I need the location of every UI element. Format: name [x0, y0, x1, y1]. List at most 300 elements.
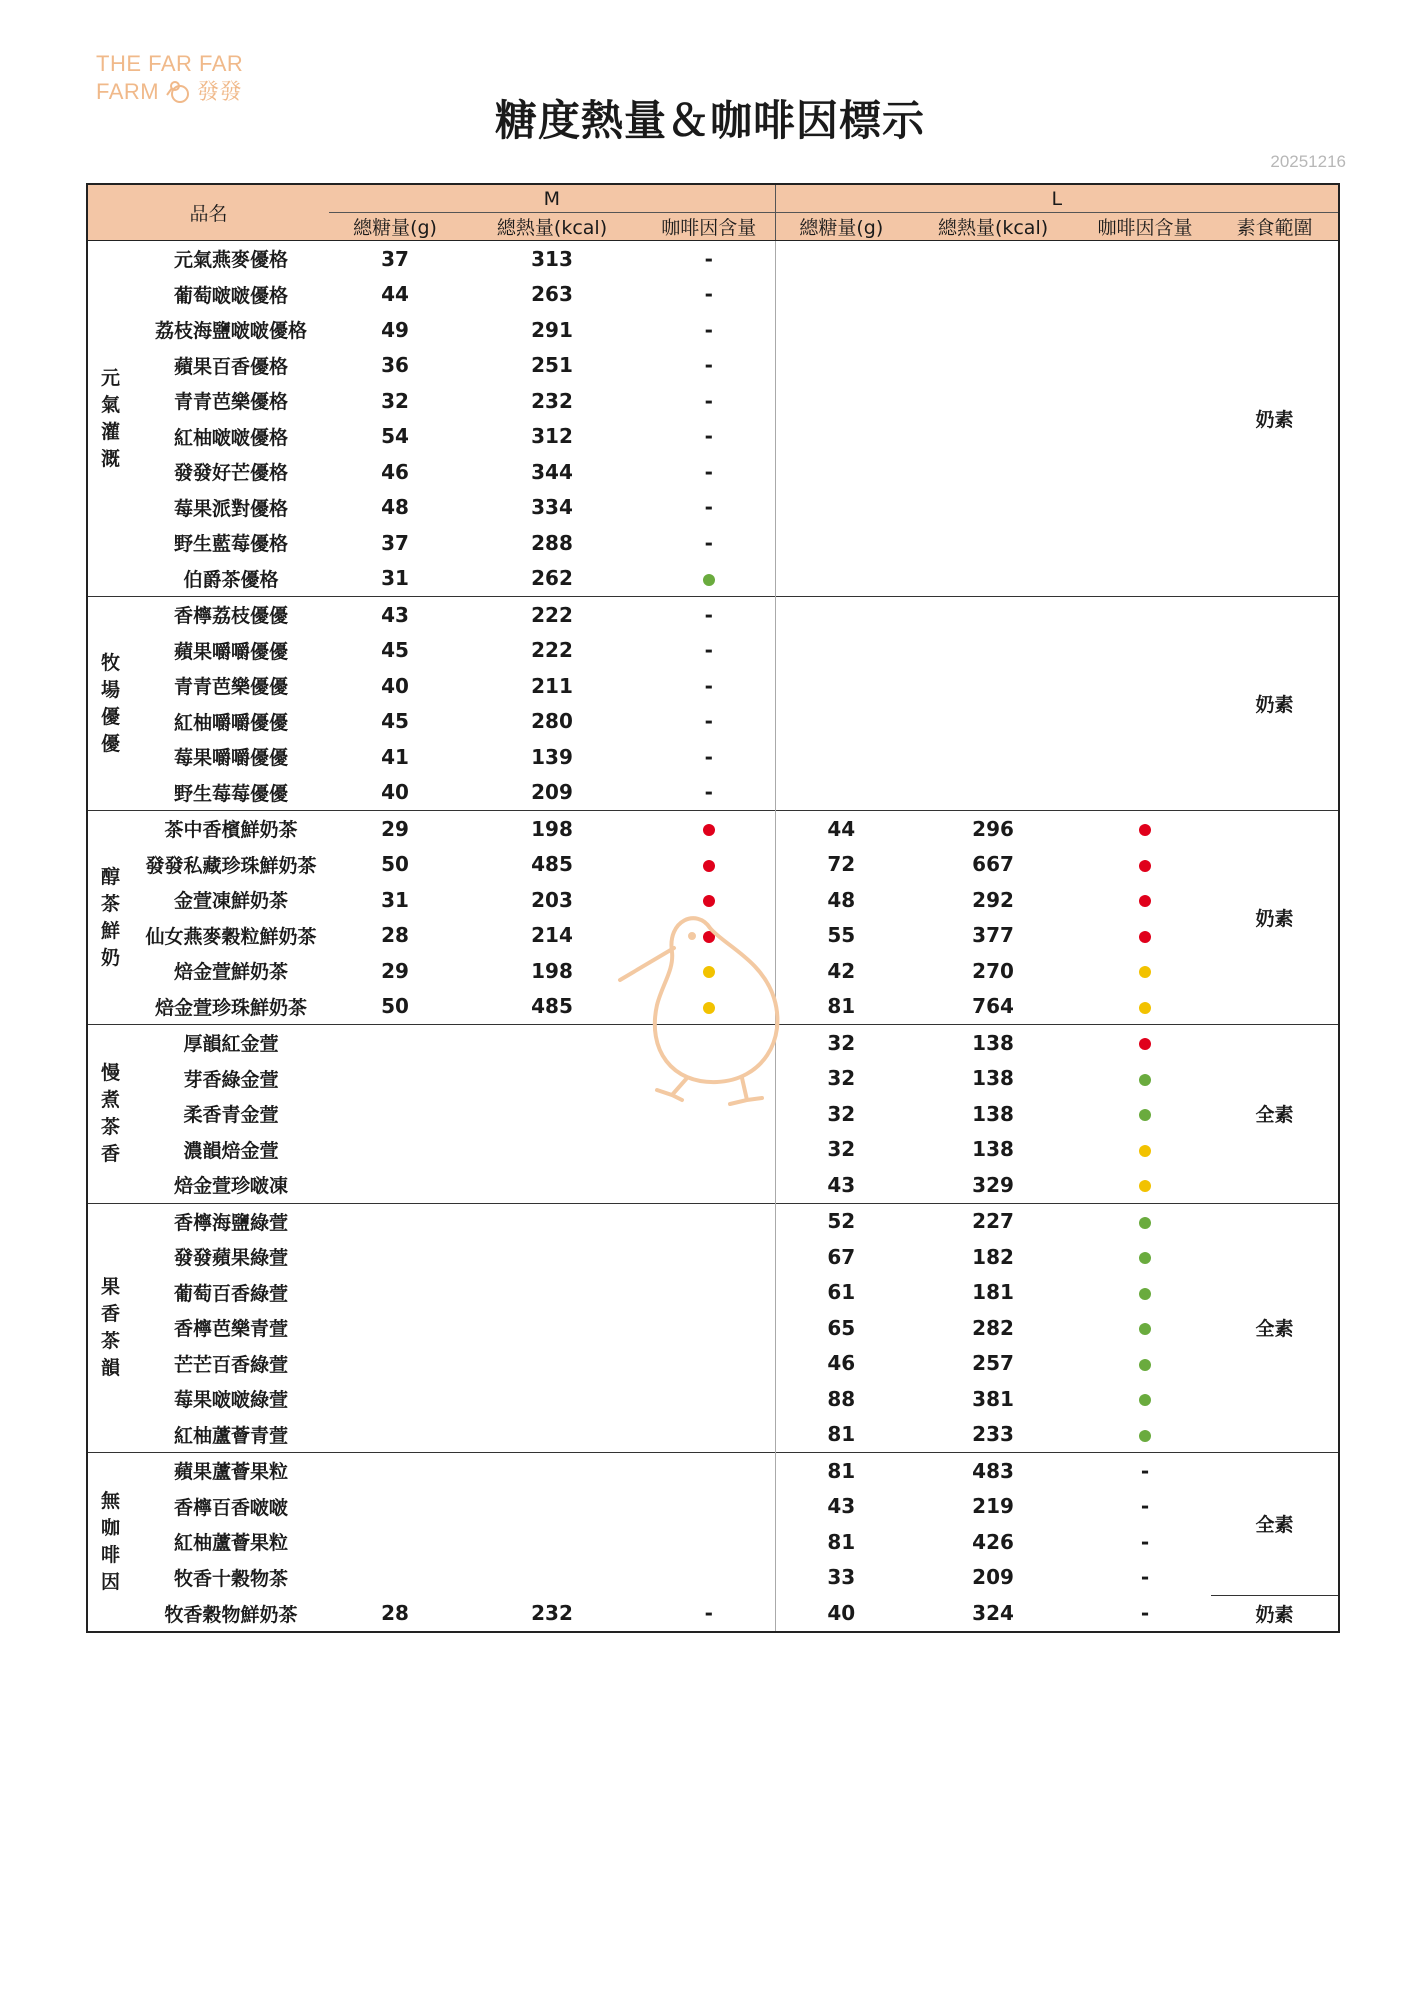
table-row [87, 1167, 1339, 1203]
l-kcal-cell [907, 490, 1079, 526]
l-sugar-cell [775, 561, 907, 597]
l-kcal-cell: 138 [972, 1101, 1014, 1126]
header-m-kcal: 總熱量(kcal) [461, 213, 643, 241]
m-sugar-cell: 36 [381, 353, 409, 378]
m-sugar-cell: 50 [381, 852, 409, 877]
veg-range: 全素 [1211, 1203, 1339, 1453]
l-sugar-cell [775, 348, 907, 384]
l-sugar-cell: 42 [827, 958, 856, 983]
m-caffeine-cell [643, 1524, 775, 1560]
m-caffeine-cell [643, 1239, 775, 1275]
l-caffeine-cell [1079, 383, 1211, 419]
m-kcal-cell: 198 [461, 811, 643, 847]
table-row [87, 633, 1339, 669]
product-name: 柔香青金萱 [183, 1104, 279, 1127]
m-sugar-cell [329, 1025, 461, 1061]
caffeine-none-dash: - [704, 353, 713, 378]
m-kcal-cell: 209 [531, 780, 573, 805]
l-caffeine-cell [1079, 668, 1211, 704]
l-kcal-cell: 381 [972, 1386, 1014, 1411]
l-sugar-cell: 40 [827, 1601, 856, 1625]
l-sugar-cell [775, 633, 907, 669]
product-name: 香檸海鹽綠萱 [133, 1203, 329, 1239]
m-caffeine-cell [643, 383, 775, 419]
m-sugar-cell: 45 [381, 709, 409, 734]
m-kcal-cell: 485 [531, 994, 573, 1019]
m-caffeine-cell [643, 454, 775, 490]
category-label: 慢 煮 茶 香 [87, 1025, 133, 1204]
m-sugar-cell: 45 [381, 638, 409, 663]
header-m-caffeine: 咖啡因含量 [643, 213, 775, 241]
kiwi-watermark-icon [612, 900, 812, 1120]
green-caffeine-dot [1139, 1109, 1151, 1121]
veg-range: 全素 [1211, 1453, 1339, 1596]
header-name: 品名 [87, 184, 329, 241]
caffeine-none-dash: - [704, 388, 713, 413]
red-caffeine-dot [1139, 1038, 1151, 1050]
table-row [87, 454, 1339, 490]
l-sugar-cell: 32 [827, 1101, 856, 1126]
product-name: 元氣燕麥優格 [133, 241, 329, 277]
product-name: 莓果派對優格 [174, 497, 289, 520]
l-sugar-cell: 32 [827, 1066, 856, 1091]
caffeine-none-dash: - [704, 530, 713, 555]
product-name: 青青芭樂優優 [174, 676, 289, 699]
m-sugar-cell [329, 1167, 461, 1203]
green-caffeine-dot [1139, 1074, 1151, 1086]
l-caffeine-cell [1079, 1096, 1211, 1132]
green-caffeine-dot [1139, 1323, 1151, 1335]
green-caffeine-dot [1139, 1430, 1151, 1442]
m-sugar-cell [329, 1239, 461, 1275]
m-caffeine-cell [643, 525, 775, 561]
m-kcal-cell: 222 [531, 638, 573, 663]
m-sugar-cell: 40 [381, 673, 409, 698]
l-sugar-cell: 81 [827, 1422, 856, 1447]
product-name: 香檸百香啵啵 [174, 1496, 289, 1519]
red-caffeine-dot [1139, 860, 1151, 872]
yellow-caffeine-dot [1139, 966, 1151, 978]
m-caffeine-cell [643, 561, 775, 597]
m-caffeine-cell [643, 1595, 775, 1632]
header-size-m: M [329, 184, 775, 213]
m-kcal-cell: 222 [461, 597, 643, 633]
header-l-sugar: 總糖量(g) [775, 213, 907, 241]
m-sugar-cell [329, 1417, 461, 1453]
l-caffeine-cell [1079, 1417, 1211, 1453]
table-row [87, 277, 1339, 313]
m-sugar-cell [329, 1061, 461, 1097]
l-kcal-cell: 138 [907, 1025, 1079, 1061]
product-name: 蘋果蘆薈果粒 [133, 1453, 329, 1489]
l-kcal-cell: 483 [907, 1453, 1079, 1489]
m-sugar-cell [329, 1453, 461, 1489]
product-name: 濃韻焙金萱 [183, 1139, 279, 1162]
l-sugar-cell: 32 [827, 1137, 856, 1162]
red-caffeine-dot [703, 824, 715, 836]
table-row [87, 525, 1339, 561]
header-l-kcal: 總熱量(kcal) [907, 213, 1079, 241]
m-kcal-cell: 334 [531, 495, 573, 520]
m-caffeine-cell [643, 847, 775, 883]
table-row [87, 561, 1339, 597]
caffeine-none-dash: - [704, 602, 713, 627]
yellow-caffeine-dot [1139, 1145, 1151, 1157]
l-sugar-cell: 32 [775, 1025, 907, 1061]
m-kcal-cell: 344 [531, 459, 573, 484]
category-label: 無 咖 啡 因 [87, 1453, 133, 1633]
table-row [87, 704, 1339, 740]
m-caffeine-cell [643, 241, 775, 277]
m-kcal-cell: 485 [531, 852, 573, 877]
caffeine-none-dash: - [704, 459, 713, 484]
l-caffeine-cell [1079, 1167, 1211, 1203]
m-sugar-cell [329, 1489, 461, 1525]
m-sugar-cell: 28 [381, 923, 409, 948]
m-kcal-cell [461, 1203, 643, 1239]
l-caffeine-cell [1079, 454, 1211, 490]
l-caffeine-cell [1079, 241, 1211, 277]
l-sugar-cell [775, 597, 907, 633]
l-kcal-cell: 296 [907, 811, 1079, 847]
m-sugar-cell: 49 [381, 317, 409, 342]
l-caffeine-cell [1079, 847, 1211, 883]
product-name: 野生藍莓優格 [174, 533, 289, 556]
m-kcal-cell [461, 1310, 643, 1346]
l-kcal-cell [907, 419, 1079, 455]
l-kcal-cell [907, 241, 1079, 277]
product-name: 青青芭樂優格 [174, 391, 289, 414]
l-kcal-cell: 270 [972, 958, 1014, 983]
yellow-caffeine-dot [1139, 1180, 1151, 1192]
table-row [87, 1239, 1339, 1275]
l-kcal-cell: 282 [972, 1315, 1014, 1340]
product-name: 野生莓莓優優 [174, 782, 289, 805]
caffeine-none-dash: - [704, 1601, 713, 1625]
m-sugar-cell: 48 [381, 495, 409, 520]
brand-cn: 發發 [197, 79, 243, 104]
l-caffeine-cell [1079, 1061, 1211, 1097]
l-caffeine-cell [1079, 1132, 1211, 1168]
l-sugar-cell: 81 [775, 1453, 907, 1489]
l-sugar-cell [775, 739, 907, 775]
product-name: 莓果啵啵綠萱 [174, 1389, 289, 1412]
l-caffeine-cell [1079, 1310, 1211, 1346]
table-row [87, 1346, 1339, 1382]
product-name: 紅柚蘆薈青萱 [174, 1424, 289, 1447]
l-sugar-cell: 67 [827, 1244, 856, 1269]
table-row [87, 597, 1339, 633]
l-caffeine-cell [1079, 1560, 1211, 1596]
m-sugar-cell: 54 [381, 424, 409, 449]
l-caffeine-cell [1079, 1275, 1211, 1311]
product-name: 蘋果百香優格 [174, 355, 289, 378]
l-caffeine-cell [1079, 1239, 1211, 1275]
l-kcal-cell [907, 348, 1079, 384]
product-name: 荔枝海鹽啵啵優格 [155, 320, 308, 343]
table-row [87, 1310, 1339, 1346]
table-row [87, 668, 1339, 704]
product-name: 焙金萱鮮奶茶 [174, 961, 289, 984]
m-sugar-cell [329, 1096, 461, 1132]
caffeine-none-dash: - [704, 246, 713, 271]
m-caffeine-cell [643, 1381, 775, 1417]
product-name: 厚韻紅金萱 [133, 1025, 329, 1061]
m-kcal-cell: 288 [531, 530, 573, 555]
l-sugar-cell: 88 [827, 1386, 856, 1411]
product-name: 牧香十穀物茶 [174, 1567, 289, 1590]
l-kcal-cell: 324 [972, 1601, 1014, 1625]
l-caffeine-cell [1079, 1453, 1211, 1489]
l-caffeine-cell [1079, 525, 1211, 561]
m-sugar-cell [329, 1275, 461, 1311]
l-kcal-cell: 257 [972, 1351, 1014, 1376]
m-caffeine-cell [643, 1453, 775, 1489]
red-caffeine-dot [1139, 824, 1151, 836]
l-caffeine-cell [1079, 1381, 1211, 1417]
m-kcal-cell: 198 [531, 958, 573, 983]
m-sugar-cell [329, 1560, 461, 1596]
m-sugar-cell: 28 [381, 1601, 409, 1625]
m-caffeine-cell [643, 811, 775, 847]
caffeine-none-dash: - [704, 780, 713, 805]
table-row [87, 1595, 1339, 1632]
category-label: 牧 場 優 優 [87, 597, 133, 811]
product-name: 芽香綠金萱 [183, 1068, 279, 1091]
m-caffeine-cell [643, 668, 775, 704]
l-sugar-cell: 72 [827, 852, 856, 877]
l-kcal-cell: 138 [972, 1137, 1014, 1162]
product-name: 葡萄百香綠萱 [174, 1282, 289, 1305]
header-size-l: L [775, 184, 1339, 213]
page-title: 糖度熱量＆咖啡因標示 [494, 96, 925, 145]
l-sugar-cell: 81 [827, 1529, 856, 1554]
m-sugar-cell: 44 [381, 282, 409, 307]
l-sugar-cell [775, 775, 907, 811]
table-row [87, 739, 1339, 775]
l-kcal-cell [907, 597, 1079, 633]
m-caffeine-cell [643, 1310, 775, 1346]
green-caffeine-dot [1139, 1288, 1151, 1300]
product-name: 牧香穀物鮮奶茶 [164, 1603, 298, 1626]
m-sugar-cell: 32 [381, 388, 409, 413]
table-row [87, 1381, 1339, 1417]
product-name: 紅柚蘆薈果粒 [174, 1532, 289, 1555]
l-sugar-cell: 52 [775, 1203, 907, 1239]
l-caffeine-cell [1079, 775, 1211, 811]
l-kcal-cell: 329 [972, 1172, 1014, 1197]
m-sugar-cell: 41 [381, 744, 409, 769]
l-caffeine-cell [1079, 490, 1211, 526]
m-caffeine-cell [643, 419, 775, 455]
l-sugar-cell: 43 [827, 1172, 856, 1197]
l-caffeine-cell [1079, 1489, 1211, 1525]
veg-range: 奶素 [1211, 811, 1339, 1025]
m-caffeine-cell [643, 1346, 775, 1382]
l-kcal-cell: 209 [972, 1565, 1014, 1590]
m-caffeine-cell [643, 1560, 775, 1596]
caffeine-none-dash: - [1140, 1565, 1150, 1590]
product-name: 葡萄啵啵優格 [174, 284, 289, 307]
l-caffeine-cell [1079, 348, 1211, 384]
caffeine-none-dash: - [1140, 1494, 1150, 1519]
table-row [87, 847, 1339, 883]
m-kcal-cell [461, 1132, 643, 1168]
m-kcal-cell [461, 1560, 643, 1596]
m-kcal-cell: 139 [531, 744, 573, 769]
m-caffeine-cell [643, 1203, 775, 1239]
l-sugar-cell [775, 241, 907, 277]
table-row [87, 811, 1339, 847]
l-caffeine-cell [1079, 277, 1211, 313]
table-row [87, 1453, 1339, 1489]
header-l-caffeine: 咖啡因含量 [1079, 213, 1211, 241]
table-row [87, 1489, 1339, 1525]
caffeine-none-dash: - [1140, 1601, 1150, 1625]
green-caffeine-dot [1139, 1359, 1151, 1371]
m-sugar-cell: 29 [329, 811, 461, 847]
m-kcal-cell [461, 1239, 643, 1275]
l-kcal-cell [907, 739, 1079, 775]
m-kcal-cell: 251 [531, 353, 573, 378]
m-sugar-cell: 37 [381, 530, 409, 555]
l-sugar-cell [775, 277, 907, 313]
l-kcal-cell: 426 [972, 1529, 1014, 1554]
l-sugar-cell: 44 [775, 811, 907, 847]
table-row [87, 241, 1339, 277]
m-kcal-cell: 312 [531, 424, 573, 449]
m-caffeine-cell [643, 1417, 775, 1453]
l-caffeine-cell [1079, 811, 1211, 847]
product-name: 蘋果嚼嚼優優 [174, 640, 289, 663]
m-sugar-cell [329, 1310, 461, 1346]
l-kcal-cell [907, 704, 1079, 740]
m-sugar-cell [329, 1381, 461, 1417]
l-kcal-cell [907, 775, 1079, 811]
l-caffeine-cell [1079, 1524, 1211, 1560]
green-caffeine-dot [1139, 1252, 1151, 1264]
product-name: 香檸荔枝優優 [133, 597, 329, 633]
veg-range: 奶素 [1211, 597, 1339, 811]
l-caffeine-cell [1079, 597, 1211, 633]
l-sugar-cell [775, 525, 907, 561]
l-sugar-cell: 81 [827, 994, 856, 1019]
m-caffeine-cell [643, 775, 775, 811]
l-kcal-cell [907, 561, 1079, 597]
red-caffeine-dot [1139, 931, 1151, 943]
l-kcal-cell [907, 312, 1079, 348]
m-kcal-cell [461, 1346, 643, 1382]
product-name: 伯爵茶優格 [183, 568, 279, 591]
m-kcal-cell: 280 [531, 709, 573, 734]
m-sugar-cell [329, 1203, 461, 1239]
green-caffeine-dot [703, 574, 715, 586]
caffeine-none-dash: - [704, 495, 713, 520]
table-row [87, 312, 1339, 348]
l-kcal-cell: 219 [972, 1494, 1014, 1519]
caffeine-none-dash: - [704, 282, 713, 307]
table-row [87, 383, 1339, 419]
l-kcal-cell: 667 [972, 852, 1014, 877]
brand-line1: THE FAR FAR [96, 51, 244, 76]
product-name: 紅柚啵啵優格 [174, 426, 289, 449]
product-name: 焙金萱珍珠鮮奶茶 [155, 996, 308, 1019]
l-caffeine-cell [1079, 561, 1211, 597]
veg-range: 全素 [1211, 1025, 1339, 1204]
header-veg: 素食範圍 [1211, 213, 1339, 241]
m-kcal-cell: 313 [461, 241, 643, 277]
l-caffeine-cell [1079, 1346, 1211, 1382]
l-caffeine-cell [1079, 953, 1211, 989]
l-caffeine-cell [1079, 312, 1211, 348]
l-kcal-cell: 181 [972, 1280, 1014, 1305]
m-caffeine-cell [643, 633, 775, 669]
product-name: 發發好芒優格 [174, 462, 289, 485]
l-sugar-cell [775, 383, 907, 419]
l-sugar-cell [775, 490, 907, 526]
brand-line2: FARM [96, 79, 160, 104]
m-kcal-cell: 262 [531, 566, 573, 591]
caffeine-none-dash: - [704, 317, 713, 342]
doc-date: 20251216 [1270, 152, 1346, 171]
m-kcal-cell: 232 [531, 388, 573, 413]
l-kcal-cell: 227 [907, 1203, 1079, 1239]
m-sugar-cell: 31 [381, 887, 409, 912]
l-kcal-cell [907, 277, 1079, 313]
l-caffeine-cell [1079, 704, 1211, 740]
m-kcal-cell [461, 1489, 643, 1525]
product-name: 發發蘋果綠萱 [174, 1247, 289, 1270]
m-kcal-cell [461, 1275, 643, 1311]
l-kcal-cell: 292 [972, 887, 1014, 912]
table-row [87, 490, 1339, 526]
caffeine-none-dash: - [704, 424, 713, 449]
product-name: 莓果嚼嚼優優 [174, 747, 289, 770]
l-sugar-cell: 33 [827, 1565, 856, 1590]
m-caffeine-cell [643, 597, 775, 633]
l-sugar-cell: 65 [827, 1315, 856, 1340]
m-kcal-cell [461, 1524, 643, 1560]
l-kcal-cell: 182 [972, 1244, 1014, 1269]
m-sugar-cell: 29 [381, 958, 409, 983]
l-sugar-cell: 61 [827, 1280, 856, 1305]
caffeine-none-dash: - [1140, 1458, 1150, 1483]
table-row [87, 1275, 1339, 1311]
product-name: 香檸芭樂青萱 [174, 1318, 289, 1341]
l-kcal-cell: 233 [972, 1422, 1014, 1447]
l-caffeine-cell [1079, 739, 1211, 775]
l-caffeine-cell [1079, 882, 1211, 918]
category-label: 醇 茶 鮮 奶 [87, 811, 133, 1025]
l-sugar-cell: 43 [827, 1494, 856, 1519]
m-kcal-cell [461, 1417, 643, 1453]
m-kcal-cell: 263 [531, 282, 573, 307]
table-row [87, 1524, 1339, 1560]
m-caffeine-cell [643, 1489, 775, 1525]
l-sugar-cell [775, 454, 907, 490]
m-sugar-cell: 31 [381, 566, 409, 591]
m-kcal-cell [461, 1167, 643, 1203]
l-sugar-cell [775, 704, 907, 740]
m-kcal-cell: 211 [531, 673, 573, 698]
category-label: 元 氣 灌 溉 [87, 241, 133, 597]
l-sugar-cell [775, 419, 907, 455]
category-label: 果 香 茶 韻 [87, 1203, 133, 1453]
product-name: 仙女燕麥穀粒鮮奶茶 [145, 925, 317, 948]
m-caffeine-cell [643, 1275, 775, 1311]
l-sugar-cell: 55 [827, 923, 856, 948]
table-row [87, 348, 1339, 384]
